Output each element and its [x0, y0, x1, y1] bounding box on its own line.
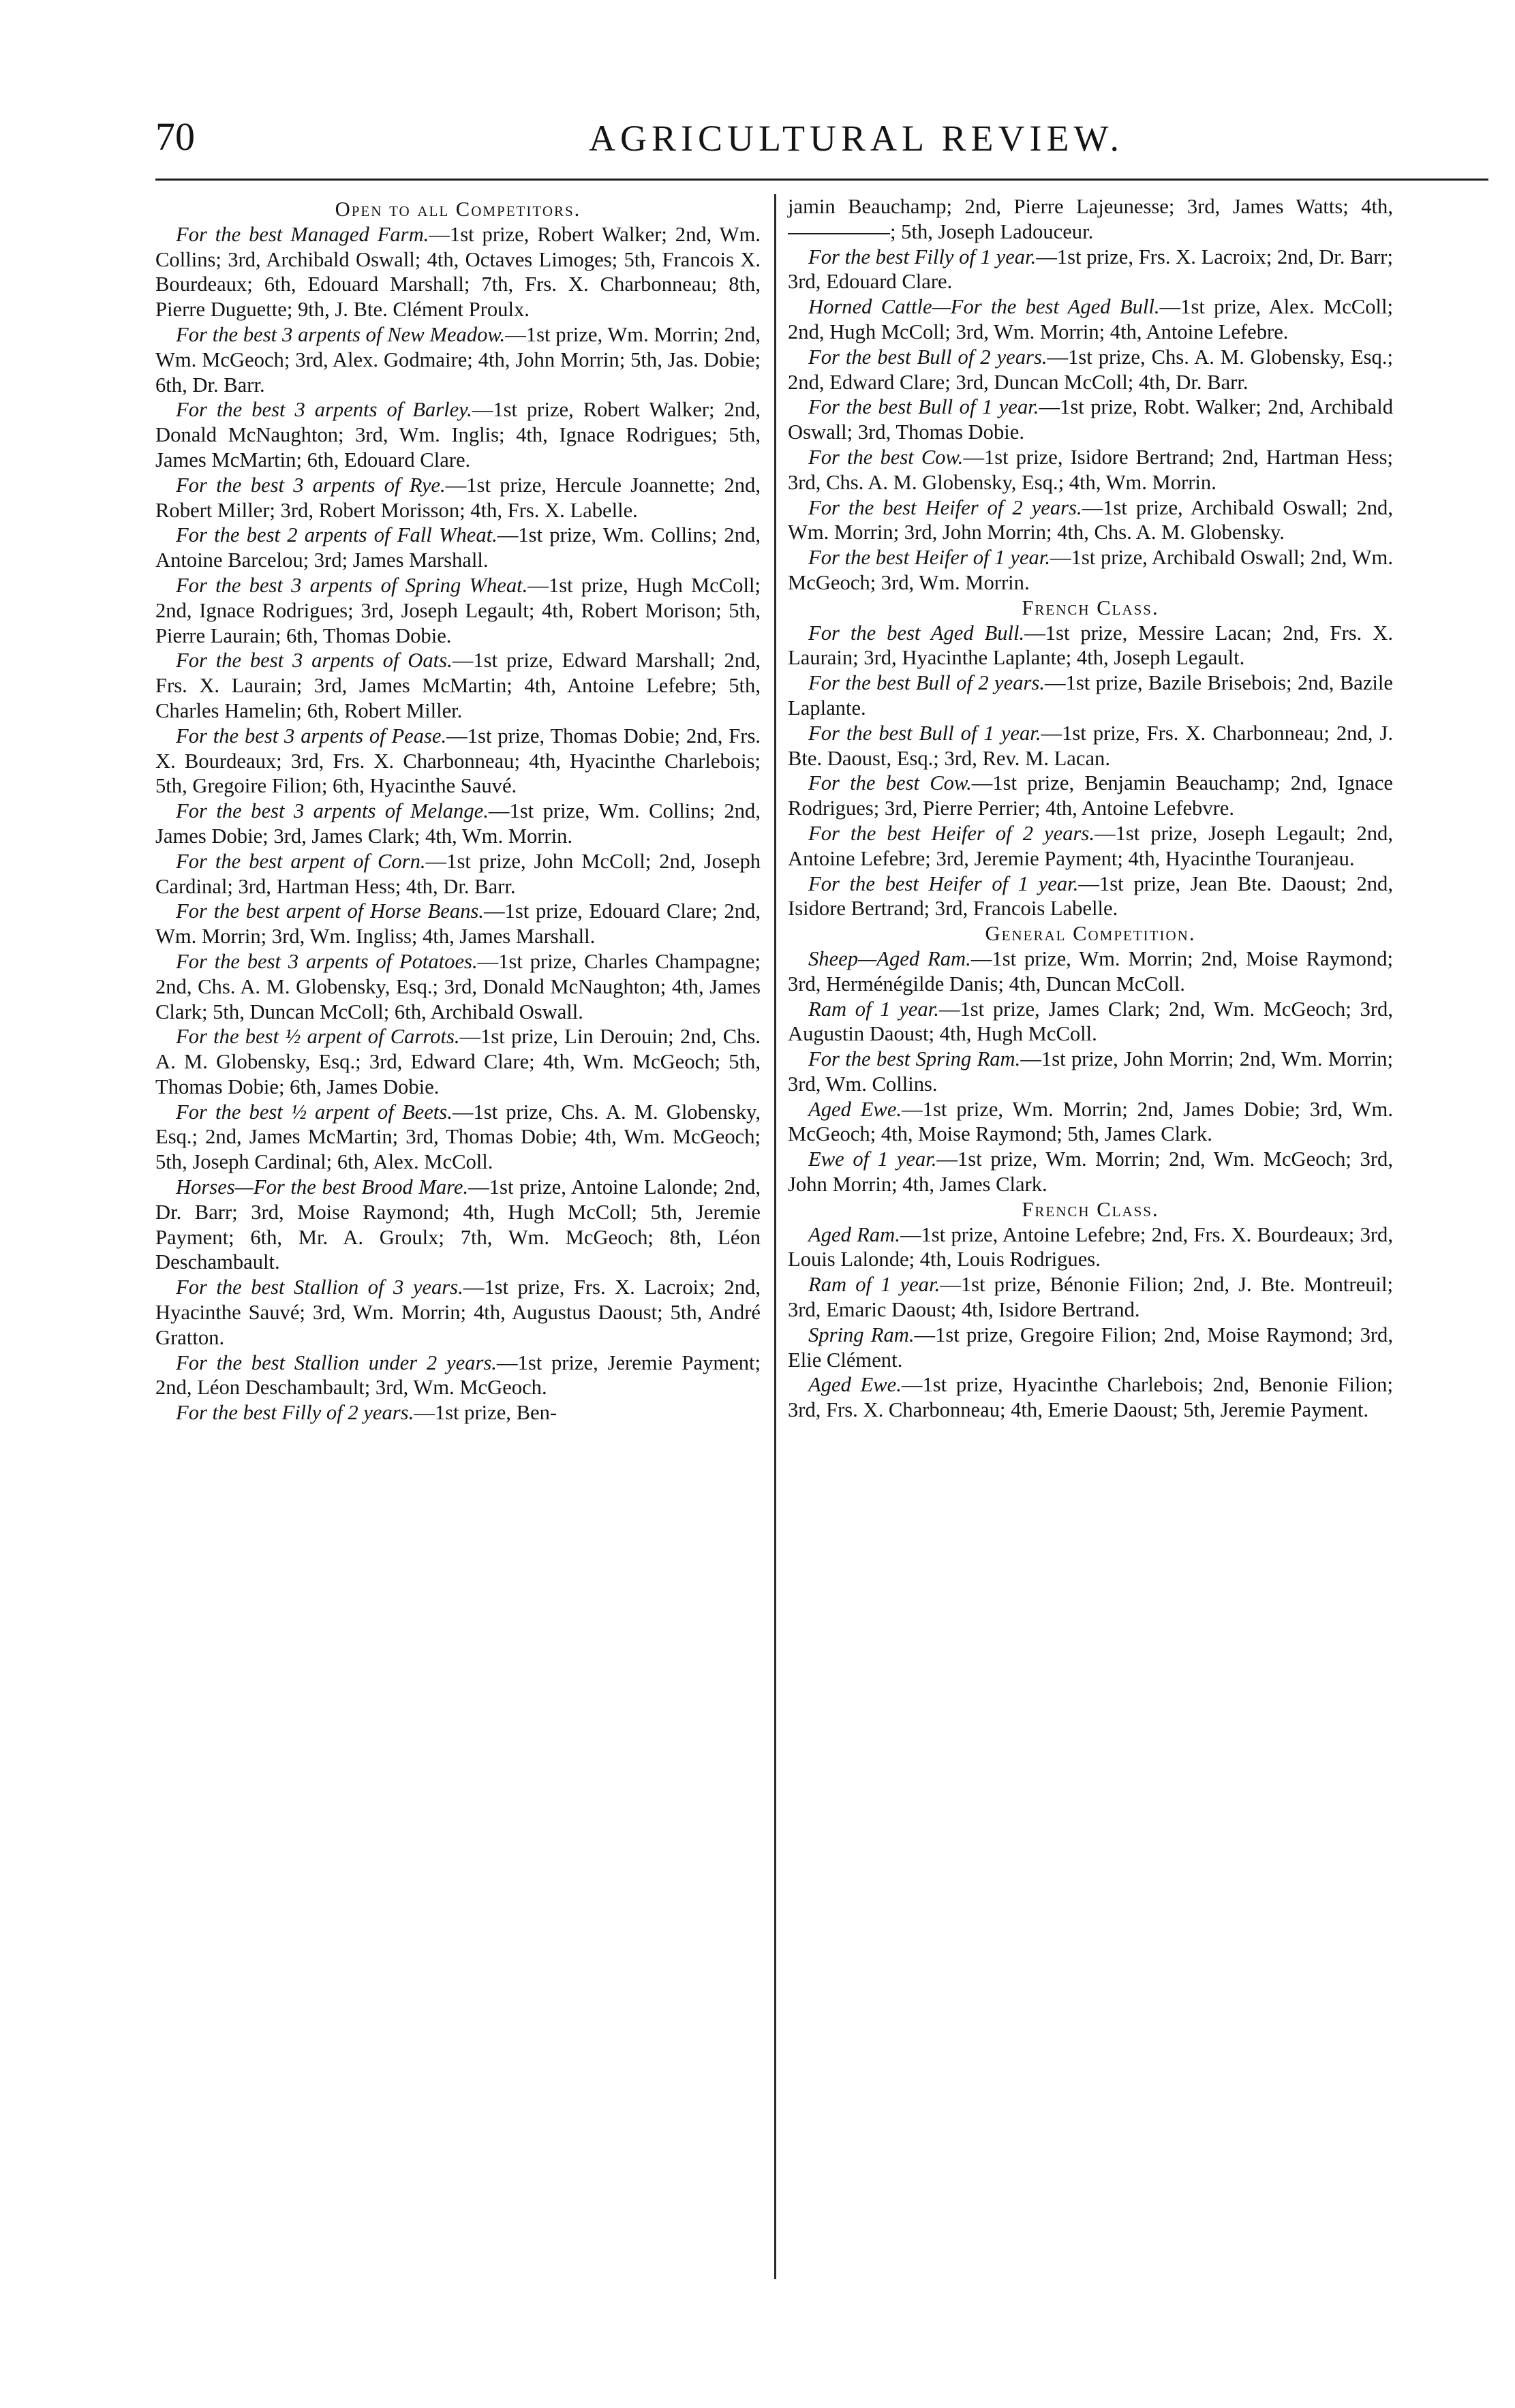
prize-entry	[155, 1024, 761, 1099]
prize-winners-text: —1st prize, Gregoire Filion; 2nd, Moise Raymond; 3rd, Elie Clément.	[788, 1323, 1394, 1372]
prize-category-label: Ram of 1 year.	[808, 1273, 940, 1297]
section-heading-french-class: French Class.	[1022, 596, 1159, 619]
prize-entry	[155, 724, 761, 799]
prize-entry	[788, 294, 1393, 345]
right-entries-french-sheep	[788, 1222, 1469, 1423]
prize-winners-text: —1st prize, Bénonie Filion; 2nd, J. Bte. Montreuil; 3rd, Emaric Daoust; 4th, Isidore Bertrand.	[788, 1273, 1393, 1322]
prize-entry	[155, 1175, 761, 1275]
prize-category-label: Ram of 1 year.	[808, 997, 939, 1021]
prize-winners-text: —1st prize, Edouard Clare; 2nd, Wm. Morrin; 3rd, Wm. Ingliss; 4th, James Marshall.	[155, 899, 761, 948]
prize-entry	[788, 821, 1393, 871]
prize-winners-text: —1st prize, Bazile Brisebois; 2nd, Bazile Laplante.	[788, 671, 1394, 720]
prize-winners-text: —1st prize, Wm. Morrin; 2nd, Wm. McGeoch; 3rd, John Morrin; 4th, James Clark.	[788, 1147, 1393, 1197]
prize-winners-text: —1st prize, Joseph Legault; 2nd, Antoine Lefebre; 3rd, Jeremie Payment; 4th, Hyacinthe Touranjeau.	[788, 821, 1393, 870]
prize-entry	[155, 949, 761, 1024]
prize-category-label: For the best Heifer of 1 year.	[808, 546, 1050, 570]
prize-entry	[155, 1350, 761, 1401]
prize-category-label: Horned Cattle—For the best Aged Bull.	[808, 295, 1160, 319]
prize-winners-text: —1st prize, Edward Marshall; 2nd, Frs. X. Laurain; 3rd, James McMartin; 4th, Antoine Lefebre; 5th, Charles Hamelin; 6th, Robert Miller.	[155, 649, 761, 722]
prize-category-label: For the best 3 arpents of Potatoes.	[176, 949, 478, 973]
prize-winners-text: —1st prize, Hercule Joannette; 2nd, Robert Miller; 3rd, Robert Morisson; 4th, Frs. X. Labelle.	[155, 473, 761, 522]
prize-entry	[155, 648, 761, 723]
prize-entry	[788, 245, 1393, 295]
blank-name-rule	[788, 233, 890, 234]
prize-category-label: For the best Cow.	[808, 445, 964, 469]
header-rule	[155, 179, 1488, 181]
left-column	[155, 194, 761, 1425]
page-number: 70	[155, 114, 195, 159]
prize-winners-text: —1st prize, Robert Walker; 2nd, Wm. Collins; 3rd, Archibald Oswall; 4th, Octaves Limoges; 5th, Francois X. Bourdeaux; 6th, Edouard Marshall; 7th, Frs. X. Charbonneau; 8th, Pierre Duguette; 9th, J. Bte. Clément Proulx.	[155, 222, 761, 322]
prize-entry	[155, 849, 761, 899]
prize-category-label: Horses—For the best Brood Mare.	[176, 1175, 469, 1199]
prize-entry	[788, 1047, 1393, 1097]
prize-entry	[788, 395, 1393, 445]
prize-entry	[155, 222, 761, 322]
prize-winners-text: —1st prize, Jean Bte. Daoust; 2nd, Isidore Bertrand; 3rd, Francois Labelle.	[788, 871, 1393, 921]
prize-category-label: For the best Stallion of 3 years.	[176, 1276, 463, 1299]
prize-category-label: For the best Managed Farm.	[176, 222, 429, 246]
prize-winners-text: —1st prize, Ben-	[414, 1401, 557, 1425]
running-title: AGRICULTURAL REVIEW.	[589, 118, 1124, 159]
prize-entry	[788, 345, 1393, 395]
prize-winners-text: —1st prize, Hyacinthe Charlebois; 2nd, Benonie Filion; 3rd, Frs. X. Charbonneau; 4th, Emerie Daoust; 5th, Jeremie Payment.	[788, 1373, 1393, 1422]
prize-winners-text: —1st prize, Chs. A. M. Globensky, Esq.; 2nd, James McMartin; 3rd, Thomas Dobie; 4th, Wm. McGeoch; 5th, Joseph Cardinal; 6th, Alex. McColl.	[155, 1100, 761, 1174]
prize-category-label: For the best 3 arpents of Melange.	[176, 799, 489, 823]
prize-entry	[155, 322, 761, 397]
prize-category-label: For the best 3 arpents of Pease.	[176, 724, 447, 747]
prize-entry	[155, 1100, 761, 1175]
section-heading-open-competitors: Open to all Competitors.	[335, 198, 581, 221]
prize-category-label: For the best Bull of 1 year.	[808, 395, 1039, 419]
prize-entry	[788, 495, 1393, 546]
prize-entry	[788, 997, 1393, 1047]
prize-category-label: For the best Heifer of 2 years.	[808, 495, 1082, 519]
prize-category-label: Aged Ram.	[808, 1222, 900, 1246]
prize-winners-text: —1st prize, Alex. McColl; 2nd, Hugh McColl; 3rd, Wm. Morrin; 4th, Antoine Lefebre.	[788, 295, 1394, 343]
prize-entry	[788, 946, 1393, 997]
prize-entry	[155, 573, 761, 648]
prize-category-label: For the best Spring Ram.	[808, 1047, 1021, 1071]
prize-winners-text: —1st prize, Benjamin Beauchamp; 2nd, Ignace Rodrigues; 3rd, Pierre Perrier; 4th, Antoine Lefebvre.	[788, 771, 1393, 820]
prize-category-label: For the best 2 arpents of Fall Wheat.	[176, 523, 498, 547]
prize-entry	[155, 523, 761, 573]
prize-entry	[155, 799, 761, 849]
prize-category-label: For the best Stallion under 2 years.	[176, 1350, 497, 1374]
prize-winners-text: —1st prize, Frs. X. Lacroix; 2nd, Hyacinthe Sauvé; 3rd, Wm. Morrin; 4th, Augustus Daoust; 5th, André Gratton.	[155, 1276, 761, 1349]
prize-winners-text: —1st prize, John Morrin; 2nd, Wm. Morrin; 3rd, Wm. Collins.	[788, 1047, 1393, 1096]
right-column	[788, 194, 1469, 1423]
continuation-text-a: jamin Beauchamp; 2nd, Pierre Lajeunesse; 3rd, James Watts; 4th,	[788, 195, 1393, 218]
prize-category-label: For the best Bull of 1 year.	[808, 721, 1041, 745]
prize-category-label: For the best ½ arpent of Carrots.	[176, 1025, 460, 1049]
right-entries-cattle	[788, 245, 1469, 596]
prize-entry	[155, 1275, 761, 1350]
prize-category-label: For the best Cow.	[808, 771, 972, 795]
prize-category-label: For the best 3 arpents of Barley.	[176, 398, 472, 422]
prize-winners-text: —1st prize, Archibald Oswall; 2nd, Wm. McGeoch; 3rd, Wm. Morrin.	[788, 546, 1393, 594]
prize-entry	[155, 899, 761, 949]
prize-winners-text: —1st prize, Hugh McColl; 2nd, Ignace Rodrigues; 3rd, Joseph Legault; 4th, Robert Morison; 5th, Pierre Laurain; 6th, Thomas Dobie.	[155, 573, 761, 647]
prize-entry	[788, 771, 1393, 821]
prize-winners-text: —1st prize, Wm. Morrin; 2nd, Moise Raymond; 3rd, Herménégilde Danis; 4th, Duncan McColl.	[788, 946, 1393, 995]
prize-winners-text: —1st prize, Wm. Morrin; 2nd, James Dobie; 3rd, Wm. McGeoch; 4th, Moise Raymond; 5th, James Clark.	[788, 1097, 1393, 1146]
prize-entry	[788, 445, 1393, 495]
prize-entry	[788, 1147, 1393, 1197]
left-entries	[155, 222, 761, 1425]
prize-category-label: Aged Ewe.	[808, 1373, 902, 1397]
prize-winners-text: —1st prize, Wm. Collins; 2nd, James Dobie; 3rd, James Clark; 4th, Wm. Morrin.	[155, 799, 761, 848]
prize-entry	[788, 1272, 1393, 1323]
right-entries-french-cattle	[788, 621, 1469, 922]
prize-entry	[155, 1400, 761, 1425]
prize-winners-text: —1st prize, Chs. A. M. Globensky, Esq.; 2nd, Edward Clare; 3rd, Duncan McColl; 4th, Dr. Barr.	[788, 345, 1393, 394]
prize-entry	[788, 721, 1393, 771]
prize-winners-text: —1st prize, Robt. Walker; 2nd, Archibald Oswall; 3rd, Thomas Dobie.	[788, 395, 1393, 444]
prize-category-label: For the best 3 arpents of New Meadow.	[176, 322, 506, 346]
prize-category-label: For the best Filly of 2 years.	[176, 1401, 414, 1425]
prize-category-label: For the best Bull of 2 years.	[808, 345, 1047, 369]
prize-winners-text: —1st prize, Wm. Morrin; 2nd, Wm. McGeoch; 3rd, Alex. Godmaire; 4th, John Morrin; 5th, Jas. Dobie; 6th, Dr. Barr.	[155, 322, 761, 397]
prize-winners-text: —1st prize, James Clark; 2nd, Wm. McGeoch; 3rd, Augustin Daoust; 4th, Hugh McColl.	[788, 997, 1393, 1046]
prize-entry	[788, 871, 1393, 922]
prize-entry	[788, 1222, 1393, 1273]
prize-winners-text: —1st prize, Charles Champagne; 2nd, Chs. A. M. Globensky, Esq.; 3rd, Donald McNaughton; 4th, James Clark; 5th, Duncan McColl; 6th, Archibald Oswall.	[155, 949, 761, 1023]
prize-category-label: For the best 3 arpents of Spring Wheat.	[176, 573, 528, 597]
column-divider	[774, 194, 776, 2279]
prize-entry	[155, 397, 761, 472]
prize-winners-text: —1st prize, Frs. X. Lacroix; 2nd, Dr. Barr; 3rd, Edouard Clare.	[788, 245, 1393, 294]
prize-category-label: Aged Ewe.	[808, 1097, 902, 1121]
prize-category-label: For the best Heifer of 1 year.	[808, 871, 1079, 895]
prize-entry	[788, 670, 1393, 721]
prize-entry	[788, 621, 1393, 671]
entry-continuation	[788, 194, 1393, 245]
section-heading-general-competition: General Competition.	[985, 922, 1196, 946]
prize-winners-text: —1st prize, Isidore Bertrand; 2nd, Hartman Hess; 3rd, Chs. A. M. Globensky, Esq.; 4th, Wm. Morrin.	[788, 445, 1393, 494]
prize-winners-text: —1st prize, Antoine Lalonde; 2nd, Dr. Barr; 3rd, Moise Raymond; 4th, Hugh McColl; 5th, Jeremie Payment; 6th, Mr. A. Groulx; 7th, Wm. McGeoch; 8th, Léon Deschambault.	[155, 1175, 761, 1274]
prize-category-label: Sheep—Aged Ram.	[808, 946, 971, 970]
prize-winners-text: —1st prize, Lin Derouin; 2nd, Chs. A. M. Globensky, Esq.; 3rd, Edward Clare; 4th, Wm. McGeoch; 5th, Thomas Dobie; 6th, James Dobie.	[155, 1025, 761, 1098]
prize-category-label: For the best Heifer of 2 years.	[808, 821, 1095, 845]
continuation-text-b: ; 5th, Joseph Ladouceur.	[890, 219, 1094, 243]
prize-category-label: For the best Bull of 2 years.	[808, 671, 1045, 695]
prize-category-label: For the best arpent of Corn.	[176, 849, 426, 873]
prize-entry	[788, 1372, 1393, 1423]
prize-category-label: Ewe of 1 year.	[808, 1147, 937, 1171]
prize-entry	[788, 1097, 1393, 1147]
prize-winners-text: —1st prize, Messire Lacan; 2nd, Frs. X. Laurain; 3rd, Hyacinthe Laplante; 4th, Joseph Legault.	[788, 621, 1393, 670]
right-entries-sheep	[788, 946, 1469, 1197]
prize-category-label: For the best 3 arpents of Oats.	[176, 649, 453, 673]
prize-category-label: For the best Filly of 1 year.	[808, 245, 1037, 268]
prize-category-label: For the best Aged Bull.	[808, 621, 1025, 645]
prize-winners-text: —1st prize, Antoine Lefebre; 2nd, Frs. X. Bourdeaux; 3rd, Louis Lalonde; 4th, Louis Rodrigues.	[788, 1222, 1393, 1271]
prize-winners-text: —1st prize, Frs. X. Charbonneau; 2nd, J. Bte. Daoust, Esq.; 3rd, Rev. M. Lacan.	[788, 721, 1394, 770]
prize-category-label: For the best ½ arpent of Beets.	[176, 1100, 453, 1124]
prize-category-label: For the best 3 arpents of Rye.	[176, 473, 446, 497]
prize-entry	[788, 545, 1393, 596]
prize-winners-text: —1st prize, Archibald Oswall; 2nd, Wm. Morrin; 3rd, John Morrin; 4th, Chs. A. M. Globensky.	[788, 495, 1393, 544]
prize-entry	[155, 473, 761, 523]
prize-entry	[788, 1323, 1393, 1373]
prize-winners-text: —1st prize, Thomas Dobie; 2nd, Frs. X. Bourdeaux; 3rd, Frs. X. Charbonneau; 4th, Hyacinthe Charlebois; 5th, Gregoire Filion; 6th, Hyacinthe Sauvé.	[155, 724, 761, 798]
prize-winners-text: —1st prize, Wm. Collins; 2nd, Antoine Barcelou; 3rd; James Marshall.	[155, 523, 761, 572]
prize-category-label: For the best arpent of Horse Beans.	[176, 899, 484, 923]
prize-winners-text: —1st prize, Robert Walker; 2nd, Donald McNaughton; 3rd, Wm. Inglis; 4th, Ignace Rodrigues; 5th, James McMartin; 6th, Edouard Clare.	[155, 398, 761, 472]
prize-winners-text: —1st prize, John McColl; 2nd, Joseph Cardinal; 3rd, Hartman Hess; 4th, Dr. Barr.	[155, 849, 761, 898]
section-heading-french-class-sheep: French Class.	[1022, 1197, 1159, 1221]
prize-winners-text: —1st prize, Jeremie Payment; 2nd, Léon Deschambault; 3rd, Wm. McGeoch.	[155, 1350, 761, 1400]
prize-category-label: Spring Ram.	[808, 1323, 915, 1346]
